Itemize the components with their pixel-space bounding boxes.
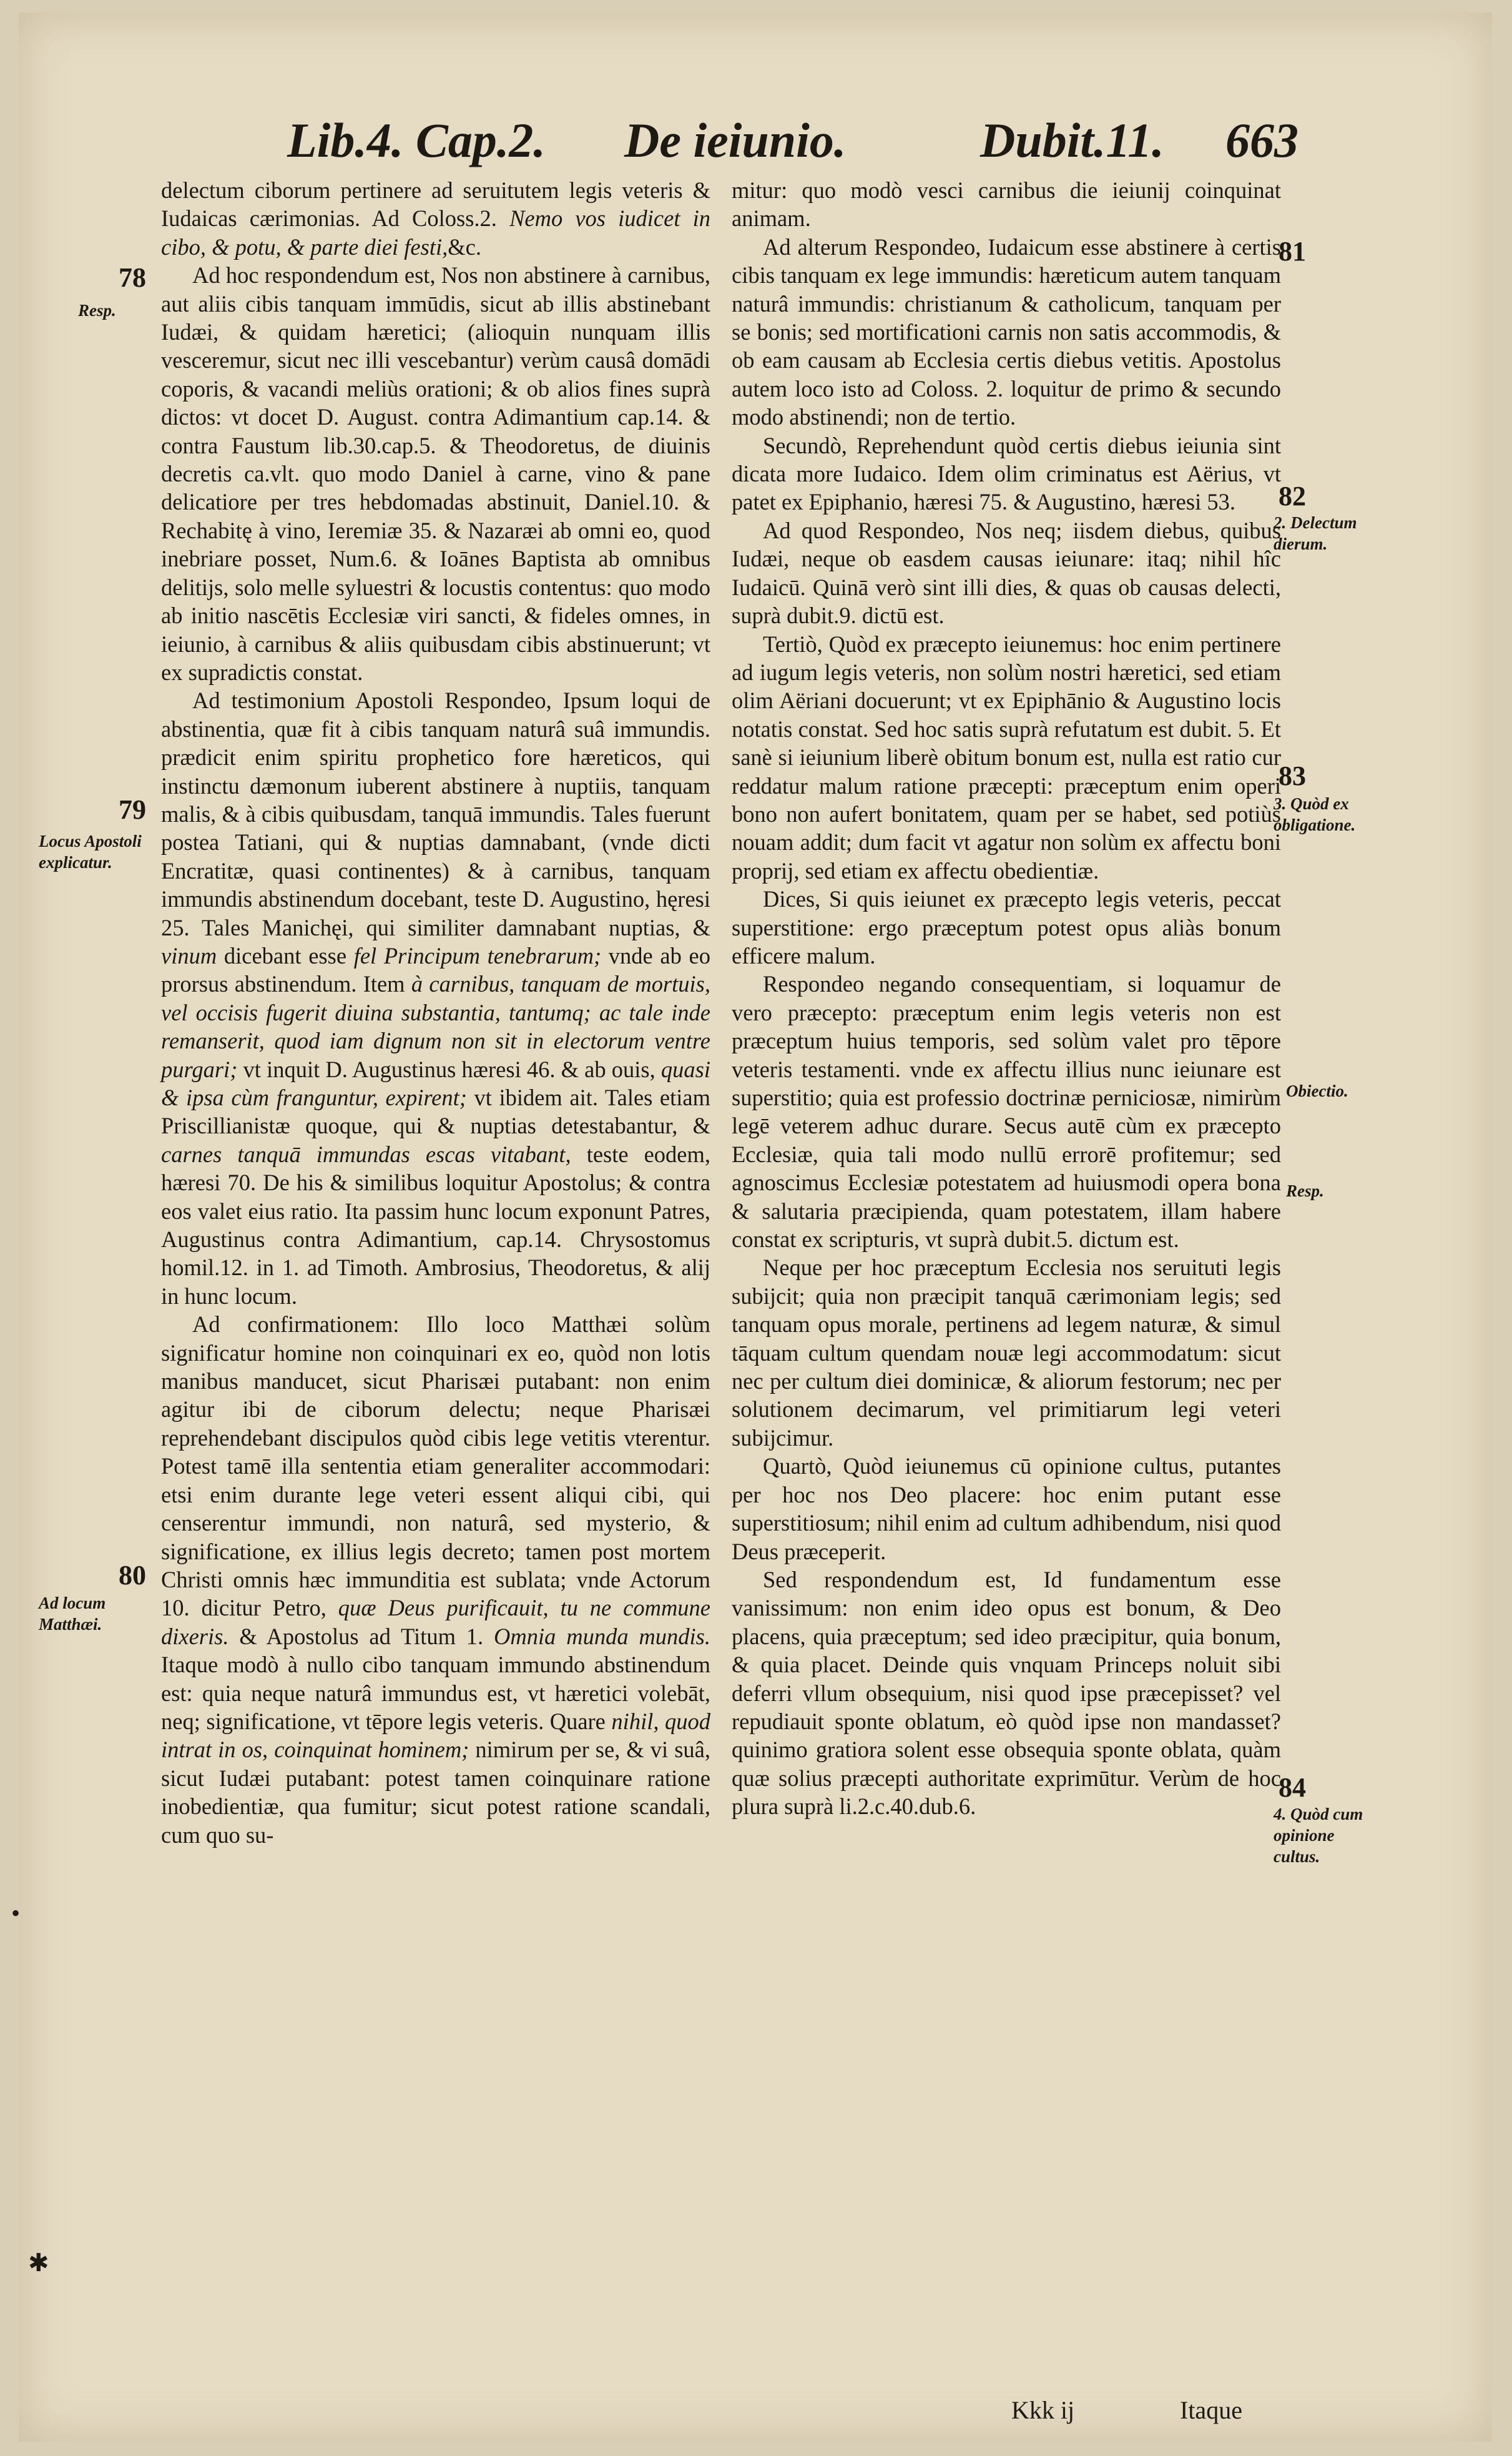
page-number: 663 [1225, 113, 1298, 167]
margin-note-resp: Resp. [78, 301, 116, 320]
text-run: Ad confirmationem: Illo loco Matthæi solùm significatur homine non coinquinari ex eo, quòd non lotis manibus manducet, sicut Pharisæi putabant: non enim agitur ibi de ciborum delectu; neque Pharisæi reprehendebant discipulos quòd cibis lege vetitis vterentur. Potest tamē illa sententia etiam generaliter accommodari: etsi enim durante lege veteri essent aliqui cibi, qui censerentur immundi, non naturâ, sed mysterio, & significatione, ex illius legis decreto; tamen post mortem Christi omnis hæc immunditia est sublata; vnde Actorum 10. dicitur Petro, [161, 1311, 710, 1621]
book-page [11, 12, 1492, 2442]
running-head [287, 106, 1298, 175]
quotation: carnes tanquā immundas escas vitabant, [161, 1141, 571, 1167]
catchword: Itaque [1180, 2396, 1242, 2424]
text-run: teste eodem, hæresi 70. De his & similibus loquitur Apostolus; & contra eos valet eius ratio. Ita passim hunc locum exponunt Patres, Augustinus contra Adimantium, cap.14. Chrysostomus homil.12. in 1. ad Timoth. Ambrosius, Theodoretus, & alij in hunc locum. [161, 1141, 711, 1309]
text-run: vt ibidem ait. Tales etiam Priscillianistæ quoque, qui & nuptias detestabantur, & [161, 1085, 711, 1139]
margin-note-resp: Resp. [1286, 1181, 1324, 1200]
section-number-84: 84 [1279, 1772, 1306, 1803]
header-topic: De ieiunio. [624, 113, 847, 167]
paragraph: Tertiò, Quòd ex præcepto ieiunemus: hoc enim pertinere ad iugum legis veteris, non solùm nostri hæretici, sed etiam olim Aëriani docuerunt; vt ex Epiphānio & Augustino locis notatis constat. Sed hoc satis suprà refutatum est dubit. 5. Et sanè si ieiunium liberè obitum bonum est, nulla est ratio cur reddatur malum ratione præcepti: præceptum enim operi bono non aufert bonitatem, quam per se habet, sed potiùs nouam addit; dum facit vt agatur non solùm ex affectu boni proprij, sed etiam ex affectu obedientiæ. [732, 631, 1281, 884]
section-number-79: 79 [119, 794, 146, 825]
ink-mark: • [11, 1899, 21, 1927]
paragraph: Ad alterum Respondeo, Iudaicum esse abstinere à certis cibis tanquam ex lege immundis: hæreticum autem tanquam naturâ immundis: christianum & catholicum, tanquam per se bonis; sed mortificationi carnis non satis accommodis, & ob eam causam ab Ecclesia certis diebus vetitis. Apostolus autem loco isto ad Coloss. 2. loquitur de primo & secundo modo abstinendi; non de tertio. [732, 234, 1281, 430]
quotation: fel Principum tenebrarum; [353, 942, 602, 969]
paragraph: mitur: quo modò vesci carnibus die ieiunij coinquinat animam. [732, 177, 1281, 232]
paragraph: Ad hoc respondendum est, Nos non abstinere à carnibus, aut aliis cibis tanquam immūdis, sicut ab illis abstinebant Iudæi, & quidam hæretici; (alioquin nunquam illis vesceremur, sicut nec illi vescebantur) verùm causâ domādi coporis, & vacandi meliùs orationi; & ob alios fines suprà dictos: vt docet D. August. contra Adimantium cap.14. & contra Faustum lib.30.cap.5. & Theodoretus, de diuinis decretis ca.vlt. quo modo Daniel à carne, vino & pane delicatiore per tres hebdomadas abstinuit, Daniel.10. & Rechabitę à vino, Ieremiæ 35. & Nazaræi ab omni eo, quod inebriare posset, Num.6. & Ioānes Baptista ab omnibus delitijs, solo melle syluestri & locustis contentus: quo modo ab initio nascētis Ecclesiæ viri sancti, & fideles omnes, in ieiunio, à carnibus & aliis quibusdam cibis abstinuerunt; vt ex supradictis constat. [161, 262, 710, 685]
quotation: quasi & ipsa cùm franguntur, expirent; [161, 1056, 711, 1110]
text-run: Ad testimonium Apostoli Respondeo, Ipsum loqui de abstinentia, quæ fit à cibis tanquam naturâ suâ immundis. prædicit enim spiritu prophetico fore hæreticos, qui instinctu dæmonum iuberent abstinere à nuptiis, tanquam malis, & à cibis quibusdam, tanquā immundis. Tales fuerunt postea Tatiani, qui & nuptias damnabant, (vnde dicti Encratitæ, quasi continentes) & à carnibus, tanquam immundis abstinendum docebant, teste D. Augustino, hęresi 25. Tales Manichęi, qui similiter damnabant nuptias, & [161, 688, 710, 940]
text-run: delectum ciborum pertinere ad seruitutem legis veteris & Iudaicas cærimonias. Ad Coloss.2. [161, 177, 710, 232]
quotation: Nemo vos iudicet in cibo, & potu, & parte diei festi, [161, 205, 711, 260]
text-run: &c. [448, 234, 481, 260]
quotation: à carnibus, tanquam de mortuis, vel occisis fugerit diuina substantia, tantumq; ac tale inde remanserit, quod iam dignum non sit in electorum ventre purgari; [161, 971, 711, 1082]
quotation: vinum [161, 942, 217, 969]
section-number-82: 82 [1279, 481, 1306, 511]
text-run: Itaque modò à nullo cibo tanquam immundo abstinendum est: quia neque naturâ immundus est, vt hæretici volebāt, neq; significatione, vt tēpore legis veteris. Quare [161, 1652, 710, 1734]
paragraph: Quartò, Quòd ieiunemus cū opinione cultus, putantes per hoc nos Deo placere: hoc enim putant esse superstitiosum; nihil enim ad cultum adhibendum, nisi quod Deus præceperit. [732, 1453, 1281, 1564]
margin-note-ad-locum: Ad locum Matthæi. [39, 1594, 106, 1634]
quotation: nihil, quod intrat in os, coinquinat hominem; [161, 1708, 710, 1763]
text-run: vt inquit D. Augustinus hæresi 46. & ab ouis, [243, 1056, 655, 1082]
paragraph: Dices, Si quis ieiunet ex præcepto legis veteris, peccat superstitione: ergo præceptum potest opus aliàs bonum efficere malum. [732, 886, 1281, 969]
header-dubitatio: Dubit.11. [980, 113, 1164, 167]
margin-note-locus-apostoli: Locus Apostoli explicatur. [39, 832, 142, 872]
text-run: nimirum per se, & vi suâ, sicut Iudæi putabant: potest tamen coinquinare ratione inobedientiæ, qua fumitur; sicut potest ratione scandali, cum quo su- [161, 1737, 711, 1848]
paragraph: Secundò, Reprehendunt quòd certis diebus ieiunia sint dicata more Iudaico. Idem olim criminatus est Aërius, vt patet ex Epiphanio, hæresi 75. & Augustino, hæresi 53. [732, 432, 1281, 515]
text-run: dicebant esse [223, 942, 347, 969]
quotation: Omnia munda mundis. [494, 1623, 711, 1649]
paragraph: Sed respondendum est, Id fundamentum esse vanissimum: non enim ideo opus est bonum, & Deo placens, quia præceptum; sed ideo præcipitur, quia bonum, & quia placet. Deinde quis vnquam Princeps noluit sibi deferri vllum obsequium, nisi quod ipse præcepisset? vel repudiauit sponte oblatum, eò quòd ipse non mandasset? quinimo gratiora solent esse obsequia sponte oblata, quàm quæ solius præcepti authoritate exprimūtur. Verùm de hoc plura suprà li.2.c.40.dub.6. [732, 1566, 1281, 1820]
section-number-83: 83 [1279, 761, 1306, 791]
paragraph: Neque per hoc præceptum Ecclesia nos seruituti legis subijcit; quia non præcipit tanquā cærimoniam legis; sed tanquam opus morale, pertinens ad legem naturæ, & simul tāquam cultum quendam nouæ legi accommodatum: sicut nec per cultum diei dominicæ, & aliorum festorum; nec per solutionem decimarum, vel primitiarum legi veteri subijcimur. [732, 1255, 1281, 1451]
paragraph: Respondeo negando consequentiam, si loquamur de vero præcepto: præceptum enim legis veteris non est præceptum huius temporis, sed solùm valet pro tēpore veteris testamenti. vnde ex affectu illius nunc ieiunare est superstitio; quia est professio doctrinæ perniciosæ, nimirùm legē veterem adhuc durare. Secus autē cùm ex præcepto Ecclesiæ, quia tali modo nullū errorē profitemur; sed agnoscimus Ecclesiæ potestatem ad huiusmodi opera bona & salutaria præcipienda, quam potestatem, illam habere constat ex scripturis, vt suprà dubit.5. dictum est. [732, 971, 1281, 1253]
text-run: & Apostolus ad Titum 1. [239, 1623, 484, 1649]
quotation: quæ Deus purificauit, tu ne commune dixeris. [161, 1595, 710, 1649]
ink-mark: ✱ [28, 2249, 49, 2277]
header-book-chapter: Lib.4. Cap.2. [287, 113, 546, 167]
margin-note-quod-ex: 3. Quòd ex obligatione. [1274, 794, 1356, 834]
margin-note-delectum: 2. Delectum dierum. [1274, 513, 1357, 553]
section-number-81: 81 [1279, 236, 1306, 267]
paragraph [161, 686, 710, 1310]
margin-note-quod-cum: 4. Quòd cum opinione cultus. [1274, 1805, 1363, 1866]
section-number-78: 78 [119, 262, 146, 293]
paragraph: Ad quod Respondeo, Nos neq; iisdem diebus, quibus Iudæi, neque ob easdem causas ieiunare: itaq; nihil hîc Iudaicū. Quinā verò sint illi dies, & quas ob causas delecti, suprà dubit.9. dictū est. [732, 517, 1281, 629]
right-column [732, 176, 1281, 1821]
margin-note-obiectio: Obiectio. [1286, 1082, 1348, 1100]
section-number-80: 80 [119, 1560, 146, 1590]
text-run: vnde ab eo prorsus abstinendum. Item [161, 942, 711, 997]
signature-mark: Kkk ij [1011, 2396, 1075, 2424]
left-column [161, 176, 710, 1849]
paragraph [161, 1310, 710, 1849]
paragraph [161, 176, 710, 261]
